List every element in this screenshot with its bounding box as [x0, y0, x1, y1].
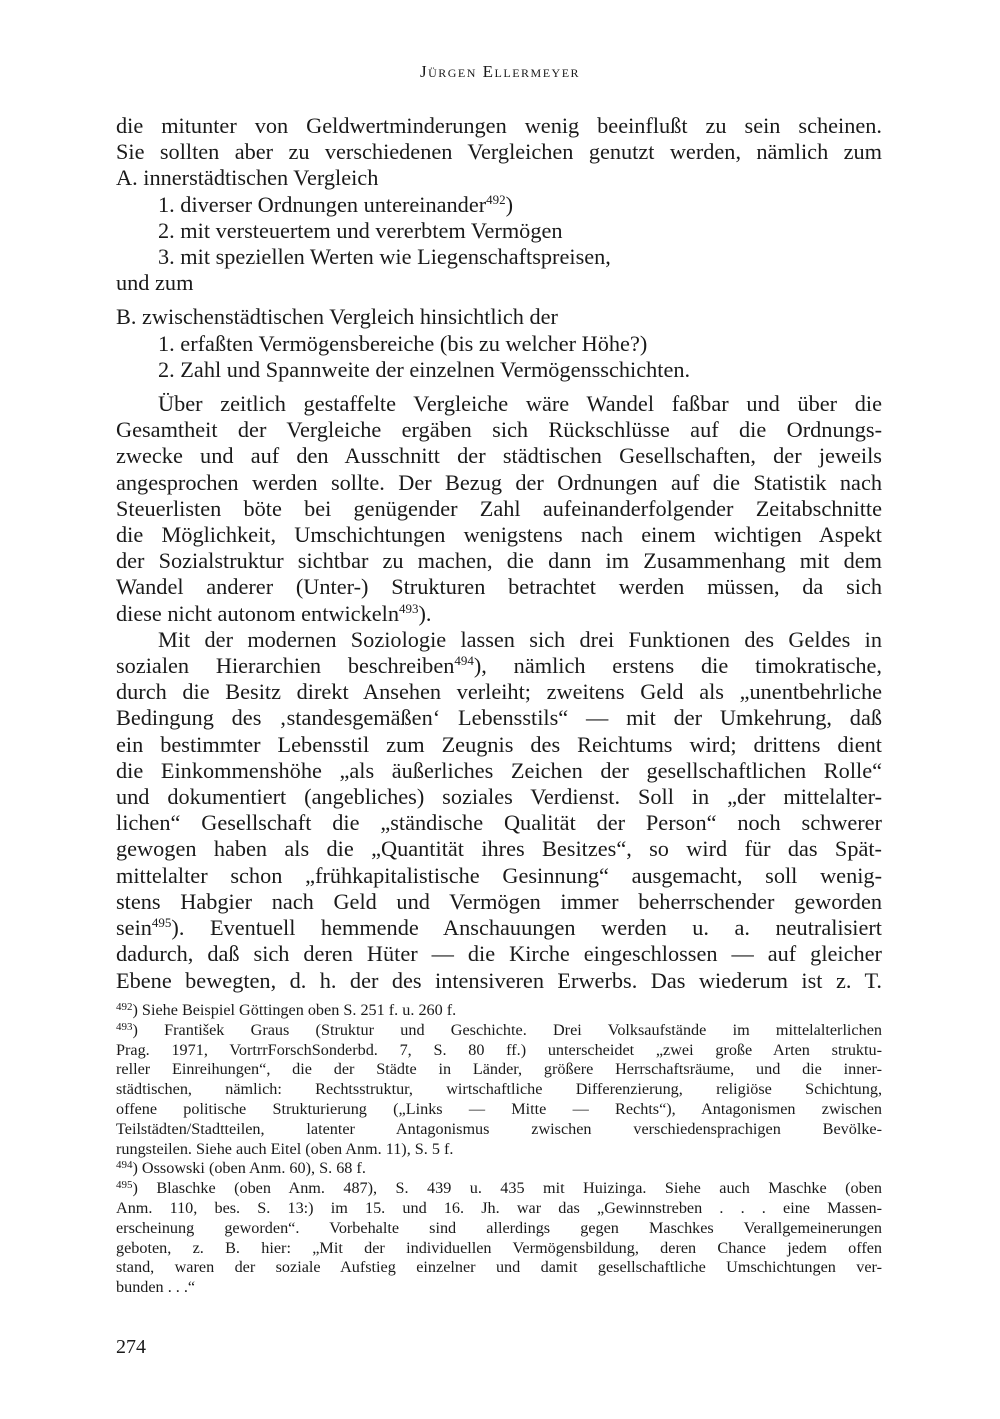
footnote-text: ) Ossowski (oben Anm. 60), S. 68 f.: [132, 1159, 366, 1178]
text-line: und dokumentiert (angebliches) soziales Verdienst. Soll in „der mittelalter-: [116, 784, 882, 810]
list-a-item-1: [116, 192, 882, 218]
footnote-ref-495: 495: [151, 915, 172, 931]
footnote-number: 493: [116, 1020, 133, 1033]
list-b-item-1: 1. erfaßten Vermögensbereiche (bis zu welcher Höhe?): [158, 330, 648, 356]
text-line: stens Habgier nach Geld und Vermögen immer beherrschender geworden: [116, 888, 882, 914]
list-a-item-1-text: 1. diverser Ordnungen untereinander: [158, 191, 487, 217]
list-a-heading: A. innerstädtischen Vergleich: [116, 165, 379, 191]
footnote-line: Anm. 110, bes. S. 13:) im 15. und 16. Jh. war das „Gewinnstreben . . . eine Massen-: [116, 1198, 882, 1217]
text-line: die Möglichkeit, Umschichtungen wenigstens nach einem wichtigen Aspekt: [116, 522, 882, 548]
text-line: lichen“ Gesellschaft die „ständische Qualität der Person“ noch schwerer: [116, 810, 882, 836]
footnote-number: 494: [116, 1159, 133, 1172]
text-line: Über zeitlich gestaffelte Vergleiche wäre Wandel faßbar und über die: [158, 391, 882, 417]
text-line: durch die Besitz direkt Ansehen verleiht; zweitens Geld als „unentbehrliche: [116, 679, 882, 705]
footnote-line: offene politische Strukturierung („Links — Mitte — Rechts“), Antagonismen zwischen: [116, 1099, 882, 1118]
text-line: die Einkommenshöhe „als äußerliches Zeichen der gesellschaftlichen Rolle“: [116, 757, 882, 783]
footnote-493: [116, 1021, 882, 1041]
footnote-line: erscheinung geworden“. Vorbehalte sind allerdings gegen Maschkes Verallgemeinerungen: [116, 1218, 882, 1237]
text-line: Ebene bewegten, d. h. der des intensiveren Erwerbs. Das wiederum ist z. T.: [116, 967, 882, 993]
text-line: der Sozialstruktur sichtbar zu machen, die dann im Zusammenhang mit dem: [116, 548, 882, 574]
footnote-492: [116, 1001, 882, 1021]
list-b-heading: B. zwischenstädtischen Vergleich hinsichtlich der: [116, 304, 558, 330]
text-line: Gesamtheit der Vergleiche ergäben sich Rückschlüsse auf die Ordnungs-: [116, 417, 882, 443]
text-line: Sie sollten aber zu verschiedenen Vergleichen genutzt werden, nämlich zum: [116, 139, 882, 165]
footnote-text: ) František Graus (Struktur und Geschichte. Drei Volksaufstände im mittelalterlichen: [132, 1020, 882, 1039]
text-line: Wandel anderer (Unter-) Strukturen betrachtet werden müssen, da sich: [116, 574, 882, 600]
footnote-line: reller Einreihungen“, die der Städte in Länder, größere Herrschaftsräume, und die inner-: [116, 1060, 882, 1079]
text-line: [116, 653, 882, 679]
footnotes: [116, 1001, 882, 1298]
footnote-text: ) Blaschke (oben Anm. 487), S. 439 u. 435 mit Huizinga. Siehe auch Maschke (oben: [132, 1179, 882, 1198]
paragraph-1: [116, 391, 882, 627]
text-fragment: ), nämlich erstens die timokratische,: [473, 653, 882, 679]
text-line: Bedingung des ‚standesgemäßen‘ Lebensstils“ — mit der Umkehrung, daß: [116, 705, 882, 731]
footnote-line: städtischen, nämlich: Rechtsstruktur, wirtschaftliche Differenzierung, religiöse Schichtung,: [116, 1080, 882, 1099]
text-fragment: sozialen Hierarchien beschreiben: [116, 653, 455, 679]
text-line: zwecke und auf den Ausschnitt der städtischen Gesellschaften, der jeweils: [116, 443, 882, 469]
footnote-ref-492: 492: [486, 191, 506, 207]
footnote-line: bunden . . .“: [116, 1278, 196, 1297]
text-line: [116, 915, 882, 941]
footnote-line: rungsteilen. Siehe auch Eitel (oben Anm. 11), S. 5 f.: [116, 1139, 454, 1158]
paragraph-2: [116, 627, 882, 994]
text-line: ein bestimmter Lebensstil zum Zeugnis des Reichtums wird; drittens dient: [116, 731, 882, 757]
text-line: Steuerlisten böte bei genügender Zahl aufeinanderfolgender Zeitabschnitte: [116, 495, 882, 521]
footnote-line: stand, waren der soziale Aufstieg einzelner und damit gesellschaftliche Umschichtungen ver-: [116, 1258, 882, 1277]
text-line: die mitunter von Geldwertminderungen wenig beeinflußt zu sein scheinen.: [116, 113, 882, 138]
text-line: Mit der modernen Soziologie lassen sich drei Funktionen des Geldes in: [158, 626, 882, 652]
main-text: [116, 113, 882, 994]
footnote-text: ) Siehe Beispiel Göttingen oben S. 251 f. u. 260 f.: [132, 1001, 457, 1019]
list-a-item-1-close: ): [505, 191, 514, 217]
list-a-item-3: 3. mit speziellen Werten wie Liegenschaftspreisen,: [158, 244, 611, 270]
list-a-item-2: 2. mit versteuertem und vererbtem Vermögen: [158, 217, 563, 243]
footnote-ref-494: 494: [454, 653, 474, 669]
page-number: 274: [116, 1336, 146, 1358]
text-line: dadurch, daß sich deren Hüter — die Kirche eingeschlossen — auf gleicher: [116, 941, 882, 967]
text-line: gewogen haben als die „Quantität ihres Besitzes“, so wird für das Spät-: [116, 836, 882, 862]
footnote-line: geboten, z. B. hier: „Mit der individuellen Vermögensbildung, deren Chance jedem offen: [116, 1238, 882, 1257]
footnote-494: [116, 1159, 882, 1179]
footnote-number: 492: [116, 1001, 133, 1013]
footnote-ref-493: 493: [398, 600, 419, 616]
und-zum: und zum: [116, 270, 194, 296]
text-line: angesprochen werden sollte. Der Bezug der Ordnungen auf die Statistik nach: [116, 469, 882, 495]
running-head: Jürgen Ellermeyer: [419, 62, 581, 81]
list-b-item-2: 2. Zahl und Spannweite der einzelnen Vermögensschichten.: [158, 356, 691, 382]
footnote-495: [116, 1179, 882, 1199]
text-fragment: sein: [116, 915, 152, 941]
text-fragment: diese nicht autonom entwickeln: [116, 600, 399, 626]
text-fragment: ).: [418, 600, 432, 626]
footnote-number: 495: [116, 1179, 133, 1192]
text-line: [116, 601, 882, 627]
text-line: mittelalter schon „frühkapitalistische Gesinnung“ ausgemacht, soll wenig-: [116, 862, 882, 888]
footnote-line: Teilstädten/Stadtteilen, latenter Antagonismus zwischen verschiedensprachigen Bevölke-: [116, 1119, 882, 1138]
text-fragment: ). Eventuell hemmende Anschauungen werden u. a. neutralisiert: [171, 915, 882, 941]
footnote-line: Prag. 1971, VortrrForschSonderbd. 7, S. 80 ff.) unterscheidet „zwei große Arten struktu-: [116, 1040, 882, 1059]
